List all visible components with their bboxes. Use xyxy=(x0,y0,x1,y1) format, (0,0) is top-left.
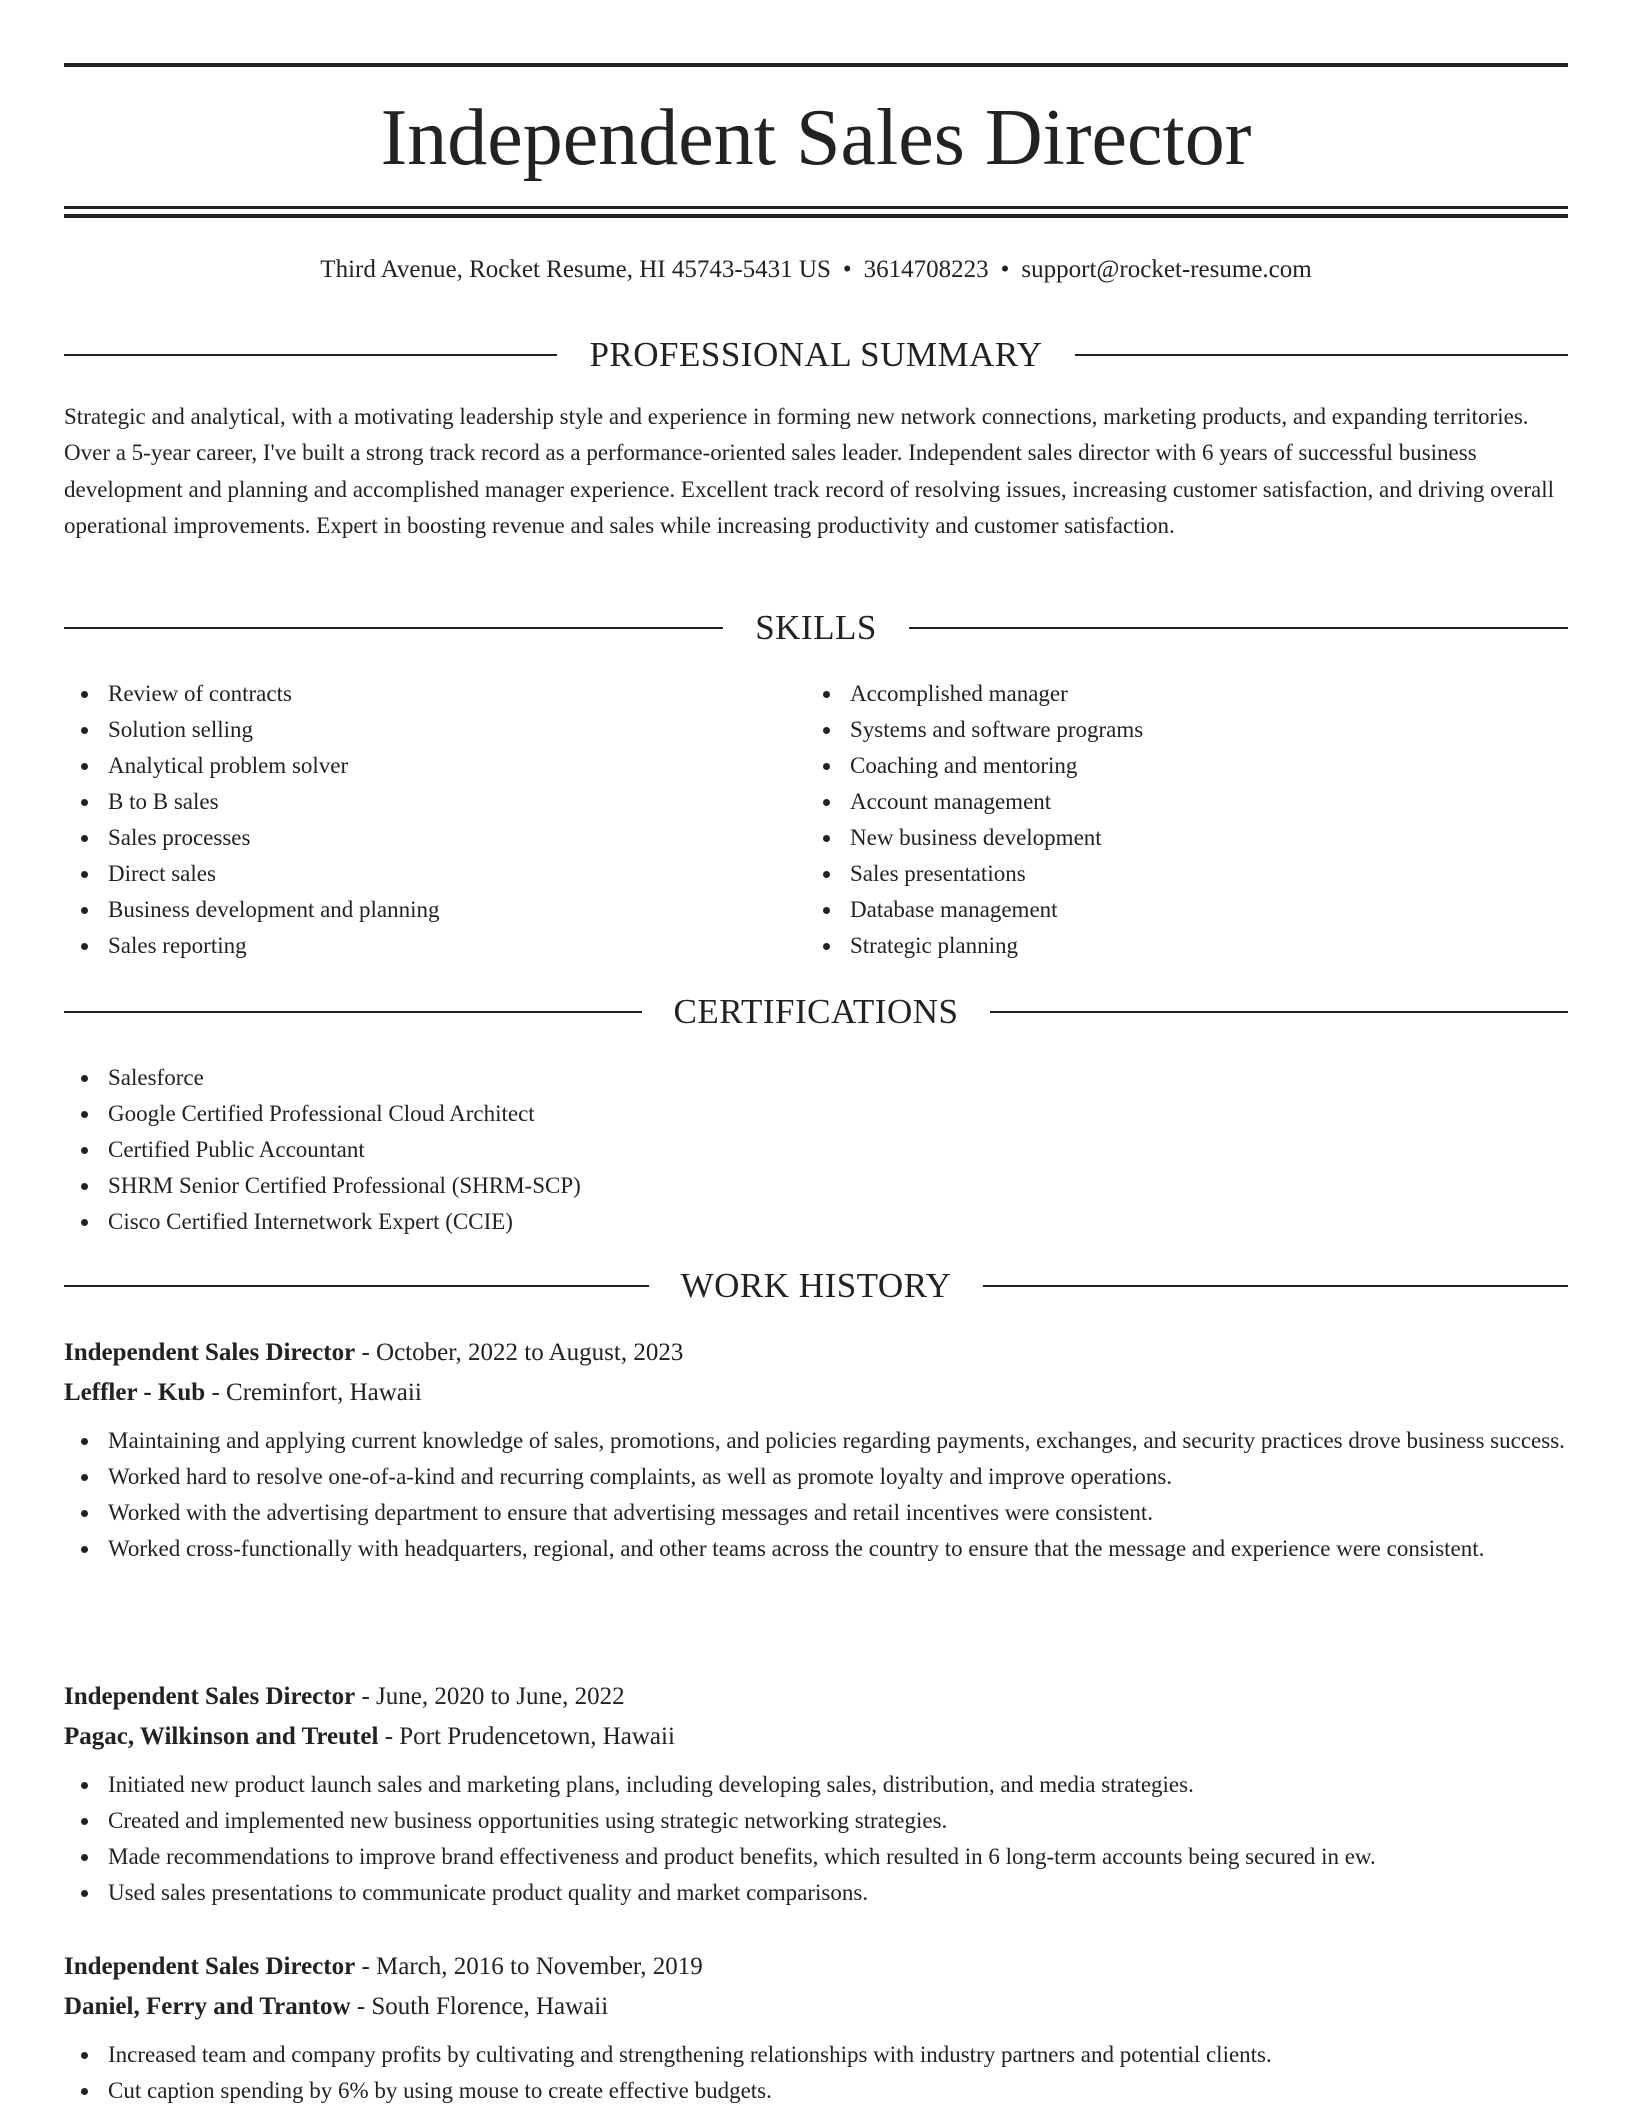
skill-item: Sales processes xyxy=(64,820,764,856)
job-entry xyxy=(64,1677,1568,1911)
skills-left-column xyxy=(64,676,764,964)
heading-rule xyxy=(64,354,557,356)
job-company-line xyxy=(64,1987,1568,2027)
work-history-heading xyxy=(64,1264,1568,1308)
heading-rule xyxy=(64,627,723,629)
summary-heading-label: PROFESSIONAL SUMMARY xyxy=(589,335,1043,374)
job-dates: - June, 2020 to June, 2022 xyxy=(355,1683,625,1710)
contact-line xyxy=(64,252,1568,288)
job-title-line xyxy=(64,1333,1568,1373)
skills-right-column xyxy=(806,676,1506,964)
heading-rule xyxy=(909,627,1568,629)
job-bullet: Worked cross-functionally with headquarters, regional, and other teams across the country to ensure that the message and experience were consistent. xyxy=(64,1531,1568,1567)
contact-address: Third Avenue, Rocket Resume, HI 45743-5431 US xyxy=(320,256,831,283)
skills-heading xyxy=(64,606,1568,650)
certification-item: Cisco Certified Internetwork Expert (CCIE) xyxy=(64,1204,1568,1240)
skills-left-list xyxy=(64,676,764,964)
job-bullet: Initiated new product launch sales and marketing plans, including developing sales, distribution, and media strategies. xyxy=(64,1767,1568,1803)
skill-item: Systems and software programs xyxy=(806,712,1506,748)
header-bottom-rule-1 xyxy=(64,206,1568,209)
job-location: - South Florence, Hawaii xyxy=(350,1993,609,2020)
job-company-line xyxy=(64,1717,1568,1757)
skill-item: Sales presentations xyxy=(806,856,1506,892)
certifications-block xyxy=(64,1060,1568,1240)
job-bullet: Cut caption spending by 6% by using mouse to create effective budgets. xyxy=(64,2073,1568,2109)
skill-item: Accomplished manager xyxy=(806,676,1506,712)
contact-separator: • xyxy=(1000,256,1010,283)
job-bullets xyxy=(64,1423,1568,1567)
job-location: - Creminfort, Hawaii xyxy=(205,1379,422,1406)
job-bullet: Increased team and company profits by cultivating and strengthening relationships with industry partners and potential clients. xyxy=(64,2037,1568,2073)
contact-email: support@rocket-resume.com xyxy=(1021,256,1312,283)
skill-item: Sales reporting xyxy=(64,928,764,964)
job-bullet: Worked hard to resolve one-of-a-kind and recurring complaints, as well as promote loyalty and improve operations. xyxy=(64,1459,1568,1495)
skills-right-list xyxy=(806,676,1506,964)
job-title: Independent Sales Director xyxy=(64,1683,356,1710)
job-bullets xyxy=(64,1767,1568,1911)
heading-rule xyxy=(1075,354,1568,356)
certification-item: Certified Public Accountant xyxy=(64,1132,1568,1168)
certifications-heading xyxy=(64,990,1568,1034)
heading-rule xyxy=(64,1285,649,1287)
resume-title: Independent Sales Director xyxy=(380,94,1252,182)
skills-heading-label: SKILLS xyxy=(755,608,877,647)
job-entry xyxy=(64,1947,1568,2109)
skill-item: Coaching and mentoring xyxy=(806,748,1506,784)
job-title-line xyxy=(64,1677,1568,1717)
job-location: - Port Prudencetown, Hawaii xyxy=(378,1723,675,1750)
job-company-line xyxy=(64,1373,1568,1413)
skill-item: B to B sales xyxy=(64,784,764,820)
certification-item: Salesforce xyxy=(64,1060,1568,1096)
job-bullet: Created and implemented new business opportunities using strategic networking strategies. xyxy=(64,1803,1568,1839)
job-title-line xyxy=(64,1947,1568,1987)
heading-rule xyxy=(983,1285,1568,1287)
job-bullets xyxy=(64,2037,1568,2109)
skill-item: Solution selling xyxy=(64,712,764,748)
skill-item: Direct sales xyxy=(64,856,764,892)
job-title: Independent Sales Director xyxy=(64,1953,356,1980)
contact-separator: • xyxy=(842,256,852,283)
header-bottom-rule-2 xyxy=(64,214,1568,218)
job-company: Pagac, Wilkinson and Treutel xyxy=(64,1723,379,1750)
job-dates: - October, 2022 to August, 2023 xyxy=(355,1339,684,1366)
skill-item: New business development xyxy=(806,820,1506,856)
job-company: Daniel, Ferry and Trantow xyxy=(64,1993,351,2020)
job-dates: - March, 2016 to November, 2019 xyxy=(355,1953,703,1980)
certifications-list xyxy=(64,1060,1568,1240)
certifications-heading-label: CERTIFICATIONS xyxy=(673,992,959,1031)
job-entry xyxy=(64,1333,1568,1567)
skill-item: Database management xyxy=(806,892,1506,928)
certification-item: Google Certified Professional Cloud Architect xyxy=(64,1096,1568,1132)
heading-rule xyxy=(990,1011,1568,1013)
job-bullet: Used sales presentations to communicate product quality and market comparisons. xyxy=(64,1875,1568,1911)
job-company: Leffler - Kub xyxy=(64,1379,206,1406)
job-bullet: Maintaining and applying current knowledge of sales, promotions, and policies regarding payments, exchanges, and security practices drove business success. xyxy=(64,1423,1568,1459)
job-bullet: Worked with the advertising department to ensure that advertising messages and retail incentives were consistent. xyxy=(64,1495,1568,1531)
work-history-heading-label: WORK HISTORY xyxy=(680,1266,952,1305)
skill-item: Account management xyxy=(806,784,1506,820)
skill-item: Business development and planning xyxy=(64,892,764,928)
summary-text: Strategic and analytical, with a motivating leadership style and experience in forming new network connections, marketing products, and expanding territories. Over a 5-year career, I've built a strong track record as a performance-oriented sales leader. Independent sales director with 6 years of successful business development and planning and accomplished manager experience. Excellent track record of resolving issues, increasing customer satisfaction, and driving overall operational improvements. Expert in boosting revenue and sales while increasing productivity and customer satisfaction. xyxy=(64,404,1555,538)
contact-phone: 3614708223 xyxy=(863,256,989,283)
job-bullet: Made recommendations to improve brand effectiveness and product benefits, which resulted in 6 long-term accounts being secured in ew. xyxy=(64,1839,1568,1875)
heading-rule xyxy=(64,1011,642,1013)
job-title: Independent Sales Director xyxy=(64,1339,356,1366)
summary-heading xyxy=(64,333,1568,377)
skill-item: Analytical problem solver xyxy=(64,748,764,784)
skill-item: Review of contracts xyxy=(64,676,764,712)
skill-item: Strategic planning xyxy=(806,928,1506,964)
certification-item: SHRM Senior Certified Professional (SHRM-SCP) xyxy=(64,1168,1568,1204)
header-top-rule xyxy=(64,63,1568,67)
